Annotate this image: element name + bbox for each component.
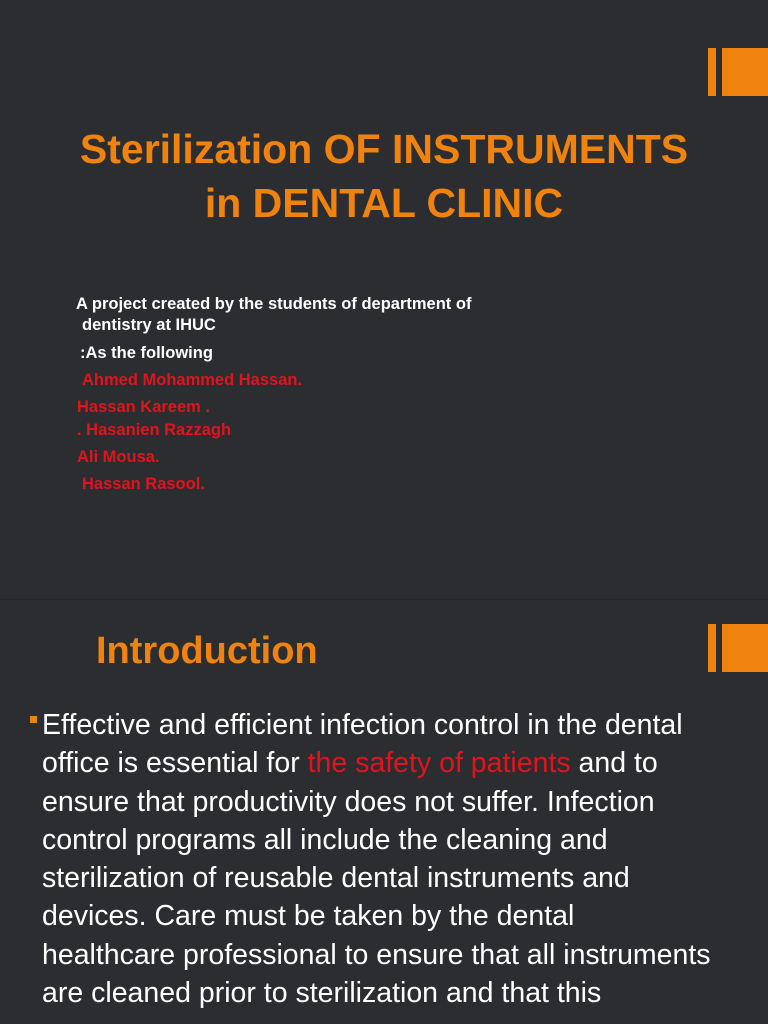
- student-name: Ali Mousa.: [77, 448, 160, 466]
- accent-block: [722, 624, 768, 672]
- subtitle-line-2: dentistry at IHUC: [82, 316, 216, 334]
- bullet-square-icon: [30, 716, 37, 723]
- student-name: Hassan Kareem .: [77, 398, 210, 416]
- accent-thin-bar: [708, 624, 716, 672]
- slide-title-line-1: Sterilization OF INSTRUMENTS: [79, 126, 689, 172]
- slide-title: [0, 122, 768, 230]
- bullet-text-rest: and to ensure that productivity does not suffer. Infection control programs all include the cleaning and sterilization of reusable dental instruments and devices. Care must be taken by the dental healthcare professional to ensure that all instruments are cleaned prior to sterilization and that this: [42, 747, 711, 1010]
- bullet-text-highlight: the safety of patients: [307, 747, 571, 780]
- slide-accent-bars: [708, 48, 768, 96]
- section-title: Introduction: [96, 630, 318, 672]
- subtitle-line-3: :As the following: [80, 344, 213, 362]
- accent-block: [722, 48, 768, 96]
- accent-thin-bar: [708, 48, 716, 96]
- slide-2: [0, 600, 768, 1024]
- student-name: Hassan Rasool.: [82, 475, 205, 493]
- student-name: . Hasanien Razzagh: [77, 421, 232, 439]
- slide-title-line-2: in DENTAL CLINIC: [204, 180, 564, 226]
- subtitle-line-1: A project created by the students of department of: [76, 295, 472, 313]
- bullet-paragraph: [42, 706, 712, 1012]
- slide-accent-bars: [708, 624, 768, 672]
- bullet-text-intro: Effective and efficient infection control in the dental office is essential for: [42, 709, 683, 780]
- student-name: Ahmed Mohammed Hassan.: [82, 371, 303, 389]
- slide-subtitle: [76, 292, 576, 365]
